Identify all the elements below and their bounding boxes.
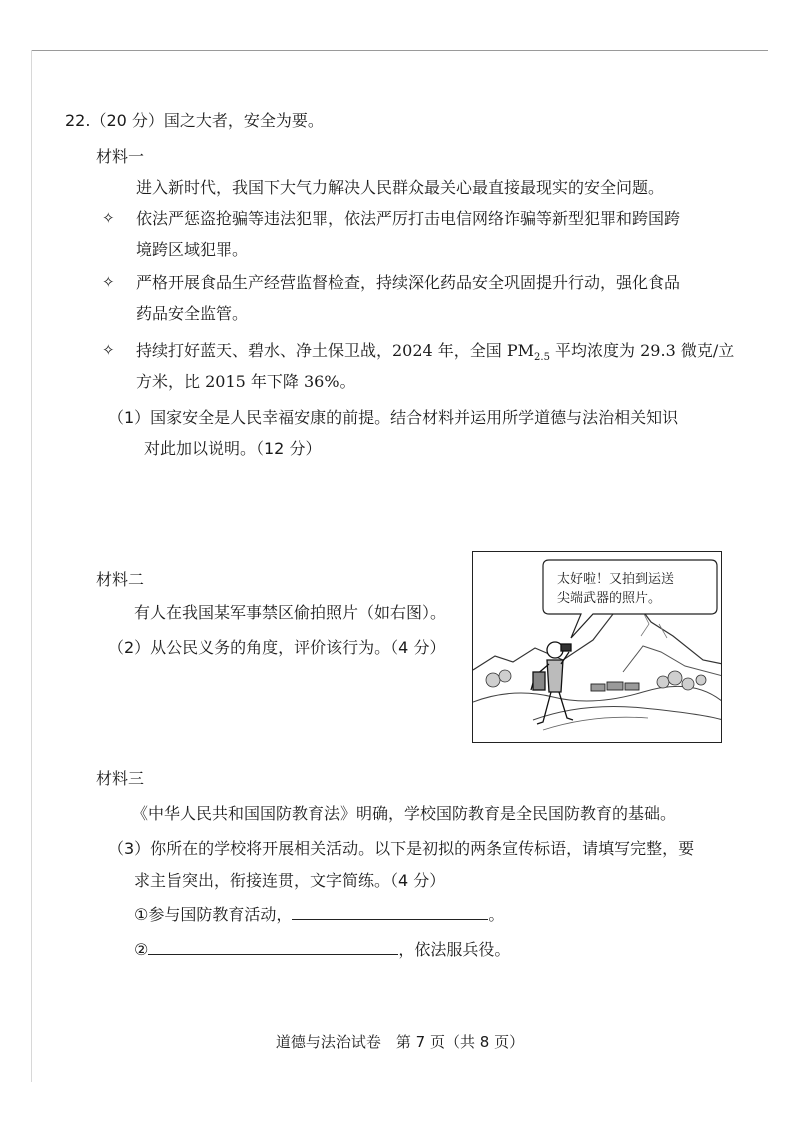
slogan-2-suffix: ，依法服兵役。 <box>398 940 511 959</box>
bullet-3-line-1 <box>136 340 734 369</box>
subquestion-3-line-1: （3）你所在的学校将开展相关活动。以下是初拟的两条宣传标语，请填写完整，要 <box>108 839 695 858</box>
material-2-heading: 材料二 <box>96 570 145 589</box>
slogan-2-prefix: ② <box>134 940 149 959</box>
slogan-1-suffix: 。 <box>488 905 505 924</box>
bullet-3-text-b: 平均浓度为 29.3 微克/立 <box>549 341 735 360</box>
slogan-2 <box>134 939 510 961</box>
bullet-icon: ✧ <box>102 209 115 227</box>
subquestion-1-line-1: （1）国家安全是人民幸福安康的前提。结合材料并运用所学道德与法治相关知识 <box>108 408 679 427</box>
slogan-1 <box>134 904 504 926</box>
material-2-text: 有人在我国某军事禁区偷拍照片（如右图）。 <box>134 603 447 622</box>
slogan-1-answer-blank[interactable] <box>292 905 488 920</box>
speech-bubble <box>557 570 674 608</box>
bullet-2-line-2: 药品安全监管。 <box>136 304 249 323</box>
question-title: 22.（20 分）国之大者，安全为要。 <box>65 111 324 130</box>
bullet-icon: ✧ <box>102 273 115 291</box>
bullet-3-text-a: 持续打好蓝天、碧水、净土保卫战，2024 年，全国 PM <box>136 341 535 360</box>
speech-bubble-line-2: 尖端武器的照片。 <box>557 591 662 606</box>
material-1-intro: 进入新时代，我国下大气力解决人民群众最关心最直接最现实的安全问题。 <box>136 178 665 197</box>
left-margin-rule <box>31 50 32 1082</box>
bullet-1-line-1: 依法严惩盗抢骗等违法犯罪，依法严厉打击电信网络诈骗等新型犯罪和跨国跨 <box>136 209 681 228</box>
subquestion-3-line-2: 求主旨突出，衔接连贯，文字简练。（4 分） <box>134 871 446 890</box>
subquestion-1-line-2: 对此加以说明。（12 分） <box>144 439 322 458</box>
cartoon-illustration <box>472 551 722 743</box>
slogan-1-prefix: ①参与国防教育活动， <box>134 905 293 924</box>
pm-subscript: 2.5 <box>534 352 550 364</box>
speech-bubble-line-1: 太好啦！又拍到运送 <box>557 572 675 587</box>
top-rule <box>32 50 768 51</box>
slogan-2-answer-blank[interactable] <box>148 940 398 955</box>
page-footer: 道德与法治试卷 第 7 页（共 8 页） <box>275 1033 525 1051</box>
bullet-3-line-2: 方米，比 2015 年下降 36%。 <box>136 372 356 391</box>
bullet-2-line-1: 严格开展食品生产经营监督检查，持续深化药品安全巩固提升行动，强化食品 <box>136 273 681 292</box>
material-3-heading: 材料三 <box>96 769 145 788</box>
bullet-icon: ✧ <box>102 341 115 359</box>
material-3-text: 《中华人民共和国国防教育法》明确，学校国防教育是全民国防教育的基础。 <box>132 804 677 823</box>
subquestion-2: （2）从公民义务的角度，评价该行为。（4 分） <box>108 638 446 657</box>
bullet-1-line-2: 境跨区域犯罪。 <box>136 240 249 259</box>
material-1-heading: 材料一 <box>96 147 145 166</box>
